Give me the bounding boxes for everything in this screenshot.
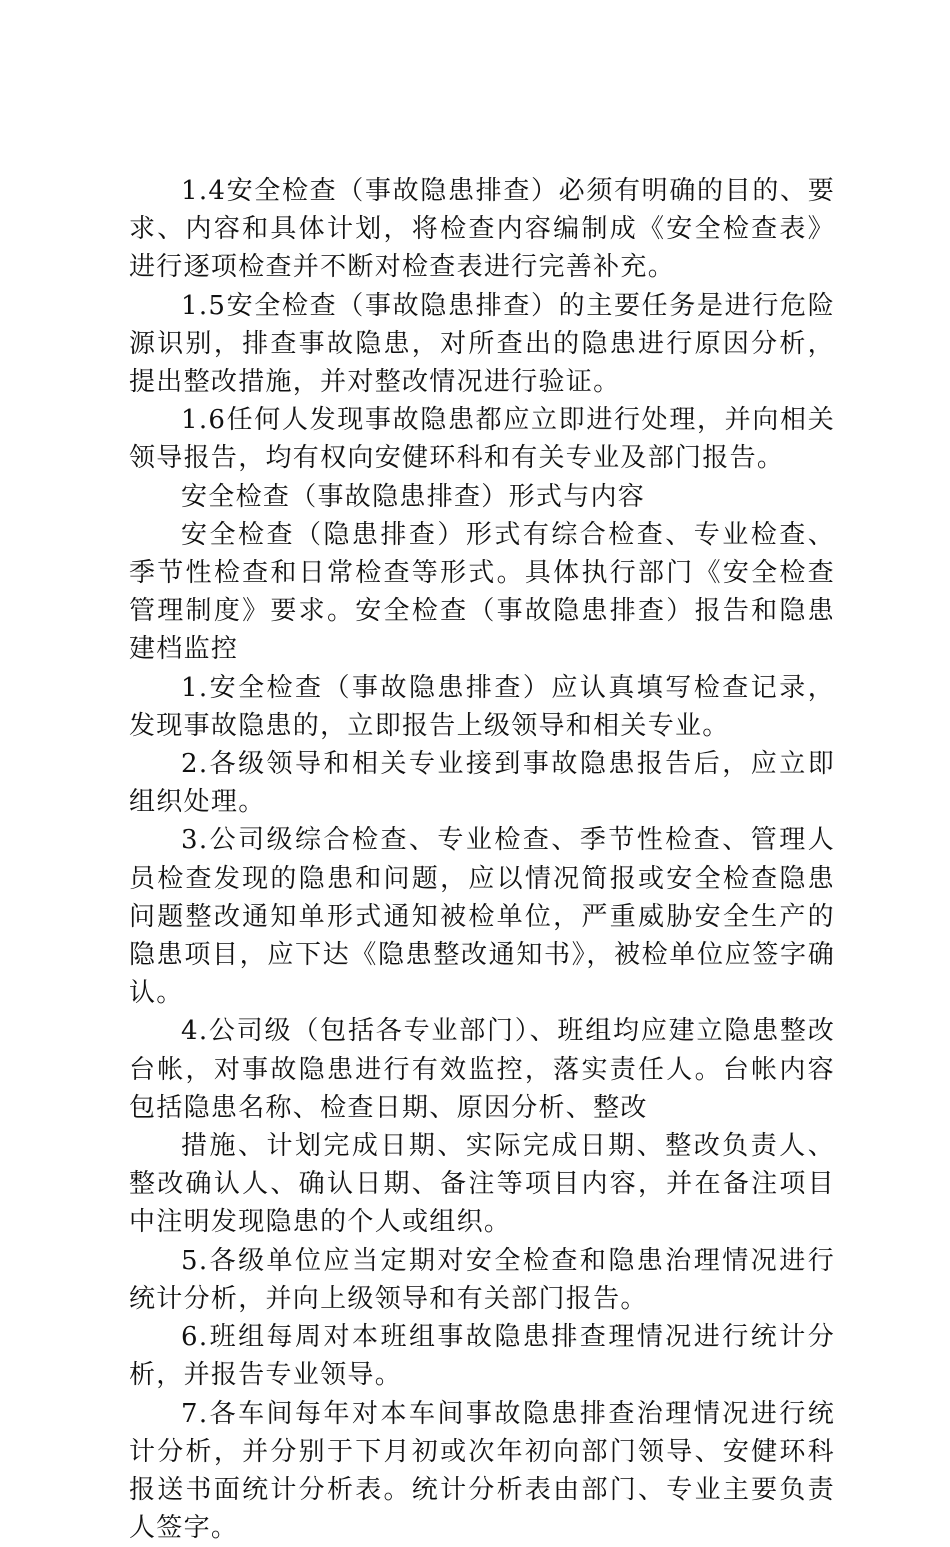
paragraph-1-4: 1.4安全检查（事故隐患排查）必须有明确的目的、要求、内容和具体计划，将检查内容编制成《安全检查表》进行逐项检查并不断对检查表进行完善补充。 bbox=[129, 172, 835, 287]
paragraph-item-1: 1.安全检查（事故隐患排查）应认真填写检查记录，发现事故隐患的，立即报告上级领导和相关专业。 bbox=[129, 669, 835, 745]
paragraph-item-2: 2.各级领导和相关专业接到事故隐患报告后，应立即组织处理。 bbox=[129, 745, 835, 821]
paragraph-item-5: 5.各级单位应当定期对安全检查和隐患治理情况进行统计分析，并向上级领导和有关部门报告。 bbox=[129, 1242, 835, 1318]
paragraph-item-4-continued: 措施、计划完成日期、实际完成日期、整改负责人、整改确认人、确认日期、备注等项目内容，并在备注项目中注明发现隐患的个人或组织。 bbox=[129, 1127, 835, 1242]
section-heading-inspection-form: 安全检查（事故隐患排查）形式与内容 bbox=[129, 478, 835, 516]
document-body bbox=[129, 172, 835, 1547]
paragraph-item-3: 3.公司级综合检查、专业检查、季节性检查、管理人员检查发现的隐患和问题，应以情况简报或安全检查隐患问题整改通知单形式通知被检单位，严重威胁安全生产的隐患项目，应下达《隐患整改通知书》，被检单位应签字确认。 bbox=[129, 821, 835, 1012]
paragraph-1-6: 1.6任何人发现事故隐患都应立即进行处理，并向相关领导报告，均有权向安健环科和有关专业及部门报告。 bbox=[129, 401, 835, 477]
paragraph-item-6: 6.班组每周对本班组事故隐患排查理情况进行统计分析，并报告专业领导。 bbox=[129, 1318, 835, 1394]
paragraph-1-5: 1.5安全检查（事故隐患排查）的主要任务是进行危险源识别，排查事故隐患，对所查出的隐患进行原因分析，提出整改措施，并对整改情况进行验证。 bbox=[129, 287, 835, 402]
paragraph-inspection-forms: 安全检查（隐患排查）形式有综合检查、专业检查、季节性检查和日常检查等形式。具体执行部门《安全检查管理制度》要求。安全检查（事故隐患排查）报告和隐患建档监控 bbox=[129, 516, 835, 669]
paragraph-item-4: 4.公司级（包括各专业部门）、班组均应建立隐患整改台帐，对事故隐患进行有效监控，落实责任人。台帐内容包括隐患名称、检查日期、原因分析、整改 bbox=[129, 1012, 835, 1127]
paragraph-item-7: 7.各车间每年对本车间事故隐患排查治理情况进行统计分析，并分别于下月初或次年初向部门领导、安健环科报送书面统计分析表。统计分析表由部门、专业主要负责人签字。 bbox=[129, 1395, 835, 1547]
